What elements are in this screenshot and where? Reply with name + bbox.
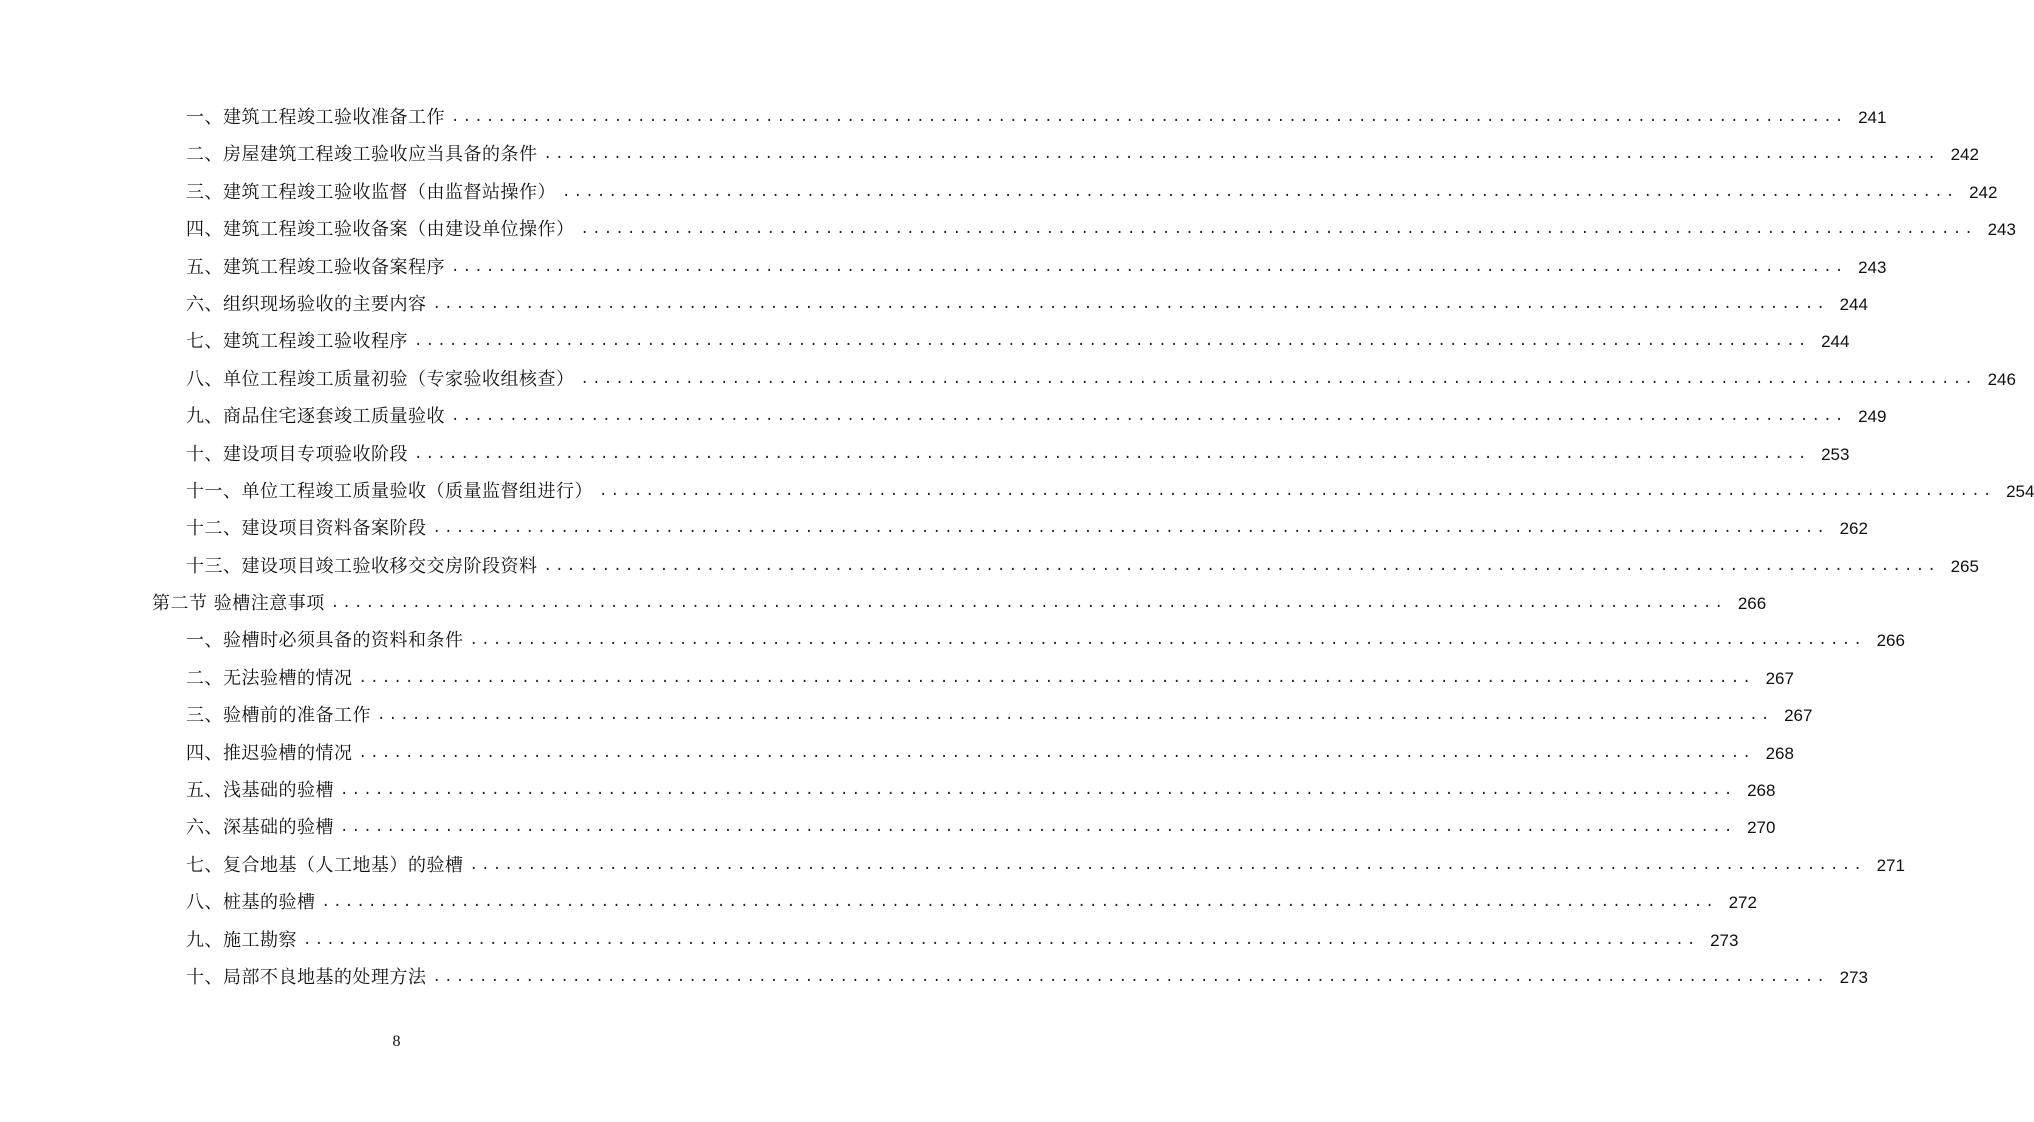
toc-entry[interactable] xyxy=(0,174,1998,211)
toc-entry-page: 270 xyxy=(1747,818,1776,838)
toc-entry-page: 243 xyxy=(1858,257,1887,277)
toc-dot-leader: ........................................................................................................................ xyxy=(358,669,1754,686)
toc-entry-page: 273 xyxy=(1839,967,1868,987)
toc-dot-leader: ........................................................................................................................ xyxy=(599,482,1995,499)
toc-entry-title: 十、建设项目专项验收阶段 xyxy=(186,443,408,465)
toc-entry-title: 六、组织现场验收的主要内容 xyxy=(186,293,427,315)
toc-entry[interactable] xyxy=(0,286,1868,323)
toc-entry-page: 243 xyxy=(1987,220,2016,240)
toc-entry-title: 第二节 验槽注意事项 xyxy=(152,593,325,615)
toc-entry-title: 九、施工勘察 xyxy=(186,929,297,951)
toc-entry[interactable] xyxy=(0,660,1794,697)
toc-entry-title: 一、建筑工程竣工验收准备工作 xyxy=(186,107,445,128)
toc-dot-leader: ........................................................................................................................ xyxy=(580,221,1976,238)
toc-dot-leader: ........................................................................................................................ xyxy=(451,258,1847,275)
toc-entry-page: 272 xyxy=(1728,893,1757,913)
toc-entry-page: 241 xyxy=(1858,108,1887,127)
toc-dot-leader: ........................................................................................................................ xyxy=(321,894,1717,911)
toc-entry-title: 十三、建设项目竣工验收移交交房阶段资料 xyxy=(186,555,538,577)
toc-dot-leader: ........................................................................................................................ xyxy=(432,968,1828,985)
toc-entry[interactable] xyxy=(0,959,1868,996)
toc-section-entry[interactable] xyxy=(0,585,1767,622)
toc-entry-title: 二、房屋建筑工程竣工验收应当具备的条件 xyxy=(186,144,538,166)
toc-dot-leader: ........................................................................................................................ xyxy=(330,595,1727,612)
toc-entry-page: 267 xyxy=(1784,706,1813,726)
toc-entry-page: 267 xyxy=(1765,668,1794,688)
toc-entry[interactable] xyxy=(0,398,1887,435)
toc-entry[interactable] xyxy=(0,473,2034,510)
toc-entry[interactable] xyxy=(0,735,1794,772)
toc-dot-leader: ........................................................................................................................ xyxy=(469,632,1865,649)
toc-entry-title: 九、商品住宅逐套竣工质量验收 xyxy=(186,406,445,428)
toc-dot-leader: ........................................................................................................................ xyxy=(562,183,1958,200)
toc-entry[interactable] xyxy=(0,136,1979,173)
toc-dot-leader: ........................................................................................................................ xyxy=(469,856,1865,873)
toc-entry-page: 273 xyxy=(1710,930,1739,950)
toc-entry[interactable] xyxy=(0,922,1739,959)
toc-dot-leader: ........................................................................................................................ xyxy=(451,109,1847,125)
toc-entry-title: 十一、单位工程竣工质量验收（质量监督组进行） xyxy=(186,480,593,502)
toc-entry-page: 266 xyxy=(1876,631,1905,651)
toc-dot-leader: ........................................................................................................................ xyxy=(303,931,1699,948)
toc-entry-page: 253 xyxy=(1821,444,1850,464)
toc-entry[interactable] xyxy=(0,323,1850,360)
toc-entry-title: 四、推迟验槽的情况 xyxy=(186,742,353,764)
toc-dot-leader: ........................................................................................................................ xyxy=(414,445,1810,462)
toc-entry-title: 五、浅基础的验槽 xyxy=(186,780,334,802)
toc-entry[interactable] xyxy=(0,510,1868,547)
toc-entry[interactable] xyxy=(0,847,1905,884)
toc-entry-page: 242 xyxy=(1950,145,1979,165)
toc-entry-title: 三、验槽前的准备工作 xyxy=(186,705,371,727)
page-number: 8 xyxy=(392,1033,401,1050)
toc-dot-leader: ........................................................................................................................ xyxy=(580,370,1976,387)
toc-dot-leader: ........................................................................................................................ xyxy=(432,295,1828,312)
toc-entry-page: 268 xyxy=(1747,781,1776,801)
toc-entry-title: 十二、建设项目资料备案阶段 xyxy=(186,518,427,540)
toc-entry-page: 265 xyxy=(1950,556,1979,576)
toc-entry[interactable] xyxy=(0,884,1757,921)
toc-entry-page: 271 xyxy=(1876,855,1905,875)
toc-entry-title: 六、深基础的验槽 xyxy=(186,817,334,839)
toc-entry-title: 八、单位工程竣工质量初验（专家验收组核查） xyxy=(186,368,575,390)
toc-entry-title: 一、验槽时必须具备的资料和条件 xyxy=(186,630,464,652)
toc-entry-title: 二、无法验槽的情况 xyxy=(186,667,353,689)
toc-entry[interactable] xyxy=(0,361,2016,398)
toc-entry-page: 254 xyxy=(2006,481,2034,501)
toc-dot-leader: ........................................................................................................................ xyxy=(432,520,1828,537)
toc-entry-page: 266 xyxy=(1737,594,1767,614)
toc-entry[interactable] xyxy=(0,772,1776,809)
toc-entry-page: 244 xyxy=(1839,294,1868,314)
toc-entry-page: 262 xyxy=(1839,519,1868,539)
toc-entry[interactable] xyxy=(0,697,1813,734)
toc-dot-leader: ........................................................................................................................ xyxy=(340,782,1736,799)
toc-entry[interactable] xyxy=(0,622,1905,659)
toc-dot-leader: ........................................................................................................................ xyxy=(451,408,1847,425)
toc-entry-title: 四、建筑工程竣工验收备案（由建设单位操作） xyxy=(186,219,575,241)
toc-entry-title: 三、建筑工程竣工验收监督（由监督站操作） xyxy=(186,181,556,203)
toc-dot-leader: ........................................................................................................................ xyxy=(414,333,1810,350)
toc-entry[interactable] xyxy=(0,211,2016,248)
toc-entry-title: 七、建筑工程竣工验收程序 xyxy=(186,331,408,353)
toc-dot-leader: ........................................................................................................................ xyxy=(377,707,1773,724)
toc-entry[interactable] xyxy=(0,548,1979,585)
toc-dot-leader: ........................................................................................................................ xyxy=(340,819,1736,836)
toc-dot-leader: ........................................................................................................................ xyxy=(543,557,1939,574)
toc-dot-leader: ........................................................................................................................ xyxy=(543,146,1939,163)
toc-entry[interactable] xyxy=(0,249,1887,286)
toc-entry-title: 十、局部不良地基的处理方法 xyxy=(186,966,427,988)
toc-entry[interactable] xyxy=(0,436,1850,473)
toc-entry-page: 244 xyxy=(1821,332,1850,352)
toc-entry-page: 246 xyxy=(1987,369,2016,389)
toc-entry-title: 七、复合地基（人工地基）的验槽 xyxy=(186,854,464,876)
table-of-contents xyxy=(0,99,2034,996)
toc-entry[interactable] xyxy=(0,809,1776,846)
toc-entry-page: 268 xyxy=(1765,743,1794,763)
toc-entry-title: 五、建筑工程竣工验收备案程序 xyxy=(186,256,445,278)
toc-entry-title: 八、桩基的验槽 xyxy=(186,892,316,914)
toc-entry[interactable] xyxy=(0,99,1887,136)
toc-entry-page: 249 xyxy=(1858,407,1887,427)
toc-dot-leader: ........................................................................................................................ xyxy=(358,744,1754,761)
toc-entry-page: 242 xyxy=(1969,182,1998,202)
